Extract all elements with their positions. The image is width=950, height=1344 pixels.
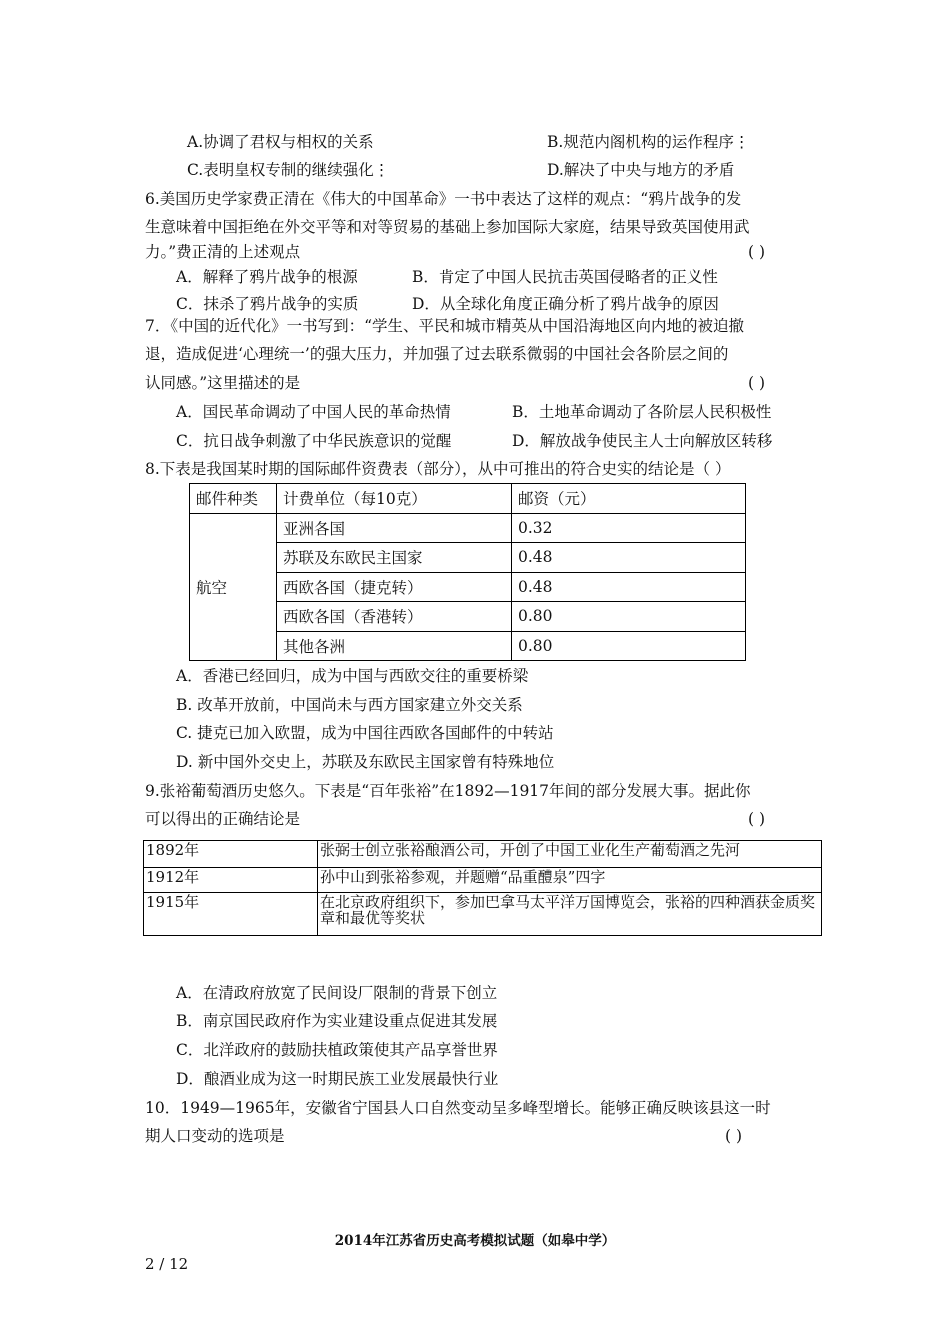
q7-option-b: B．土地革命调动了各阶层人民积极性 (512, 403, 772, 421)
q8-option-d: D. 新中国外交史上，苏联及东欧民主国家曾有特殊地位 (176, 753, 555, 771)
category-cell: 航空 (190, 513, 277, 661)
q5-option-a: A.协调了君权与相权的关系 (187, 133, 374, 151)
q5-option-c: C.表明皇权专制的继续强化⋮ (187, 161, 390, 179)
q9-line-1: 9.张裕葡萄酒历史悠久。下表是“百年张裕”在1892—1917年间的部分发展大事。据此你 (145, 782, 751, 800)
q6-line-1: 6.美国历史学家费正清在《伟大的中国革命》一书中表达了这样的观点：“鸦片战争的发 (145, 190, 742, 208)
year-cell: 1915年 (144, 893, 318, 936)
event-cell: 孙中山到张裕参观，并题赠“品重醴泉”四字 (318, 868, 822, 893)
q7-option-c: C．抗日战争刺激了中华民族意识的觉醒 (176, 432, 452, 450)
q9-answer-paren: ( ) (748, 810, 766, 828)
q9-option-d: D．酿酒业成为这一时期民族工业发展最快行业 (176, 1070, 499, 1088)
rate-cell: 0.80 (512, 631, 746, 661)
q5-option-d: D.解决了中央与地方的矛盾 (547, 161, 735, 179)
q8-option-c: C. 捷克已加入欧盟，成为中国往西欧各国邮件的中转站 (176, 724, 554, 742)
q10-answer-paren: ( ) (725, 1127, 743, 1145)
q7-line-3: 认同感。”这里描述的是 (145, 374, 301, 392)
page-footer-title: 2014年江苏省历史高考模拟试题（如皋中学） (334, 1233, 616, 1249)
region-cell: 苏联及东欧民主国家 (277, 543, 512, 573)
q7-answer-paren: ( ) (748, 374, 766, 392)
table-row (190, 513, 746, 543)
rate-cell: 0.48 (512, 543, 746, 573)
event-cell: 张弼士创立张裕酿酒公司，开创了中国工业化生产葡萄酒之先河 (318, 841, 822, 868)
q6-option-b: B．肯定了中国人民抗击英国侵略者的正义性 (412, 268, 718, 286)
postage-rate-table (189, 483, 746, 661)
table-header-row (190, 484, 746, 514)
q8-option-a: A．香港已经回归，成为中国与西欧交往的重要桥梁 (176, 667, 529, 685)
q9-option-c: C．北洋政府的鼓励扶植政策使其产品享誉世界 (176, 1041, 498, 1059)
year-cell: 1892年 (144, 841, 318, 868)
header-postage: 邮资（元） (512, 484, 746, 514)
event-cell: 在北京政府组织下，参加巴拿马太平洋万国博览会，张裕的四种酒获金质奖章和最优等奖状 (318, 893, 822, 936)
table-row (144, 841, 822, 868)
region-cell: 西欧各国（捷克转） (277, 572, 512, 602)
q6-line-2: 生意味着中国拒绝在外交平等和对等贸易的基础上参加国际大家庭，结果导致英国使用武 (145, 218, 750, 236)
q8-stem: 8.下表是我国某时期的国际邮件资费表（部分），从中可推出的符合史实的结论是（ ） (145, 460, 731, 478)
q7-line-1: 7．《中国的近代化》一书写到：“学生、平民和城市精英从中国沿海地区向内地的被迫撤 (145, 317, 745, 335)
q6-option-c: C．抹杀了鸦片战争的实质 (176, 295, 359, 313)
region-cell: 西欧各国（香港转） (277, 602, 512, 632)
q7-line-2: 退，造成促进‘心理统一’的强大压力，并加强了过去联系微弱的中国社会各阶层之间的 (145, 345, 729, 363)
table-row (144, 868, 822, 893)
q5-option-b: B.规范内阁机构的运作程序⋮ (547, 133, 750, 151)
q9-line-2: 可以得出的正确结论是 (145, 810, 301, 828)
region-cell: 亚洲各国 (277, 513, 512, 543)
year-cell: 1912年 (144, 868, 318, 893)
q9-option-b: B．南京国民政府作为实业建设重点促进其发展 (176, 1012, 498, 1030)
q6-option-d: D．从全球化角度正确分析了鸦片战争的原因 (412, 295, 719, 313)
q6-line-3: 力。”费正清的上述观点 (145, 243, 301, 261)
q9-option-a: A．在清政府放宽了民间设厂限制的背景下创立 (176, 984, 498, 1002)
rate-cell: 0.32 (512, 513, 746, 543)
q10-line-1: 10．1949—1965年，安徽省宁国县人口自然变动呈多峰型增长。能够正确反映该县这一时 (145, 1099, 771, 1117)
q7-option-a: A．国民革命调动了中国人民的革命热情 (176, 403, 451, 421)
region-cell: 其他各洲 (277, 631, 512, 661)
q8-option-b: B. 改革开放前，中国尚未与西方国家建立外交关系 (176, 696, 523, 714)
header-billing-unit: 计费单位（每10克） (277, 484, 512, 514)
header-mail-type: 邮件种类 (190, 484, 277, 514)
table-row (144, 893, 822, 936)
q10-line-2: 期人口变动的选项是 (145, 1127, 285, 1145)
zhangyu-events-table (143, 840, 822, 936)
q7-option-d: D．解放战争使民主人士向解放区转移 (512, 432, 773, 450)
page-number: 2 / 12 (145, 1255, 189, 1273)
q6-answer-paren: ( ) (748, 243, 766, 261)
rate-cell: 0.48 (512, 572, 746, 602)
rate-cell: 0.80 (512, 602, 746, 632)
q6-option-a: A．解释了鸦片战争的根源 (176, 268, 358, 286)
